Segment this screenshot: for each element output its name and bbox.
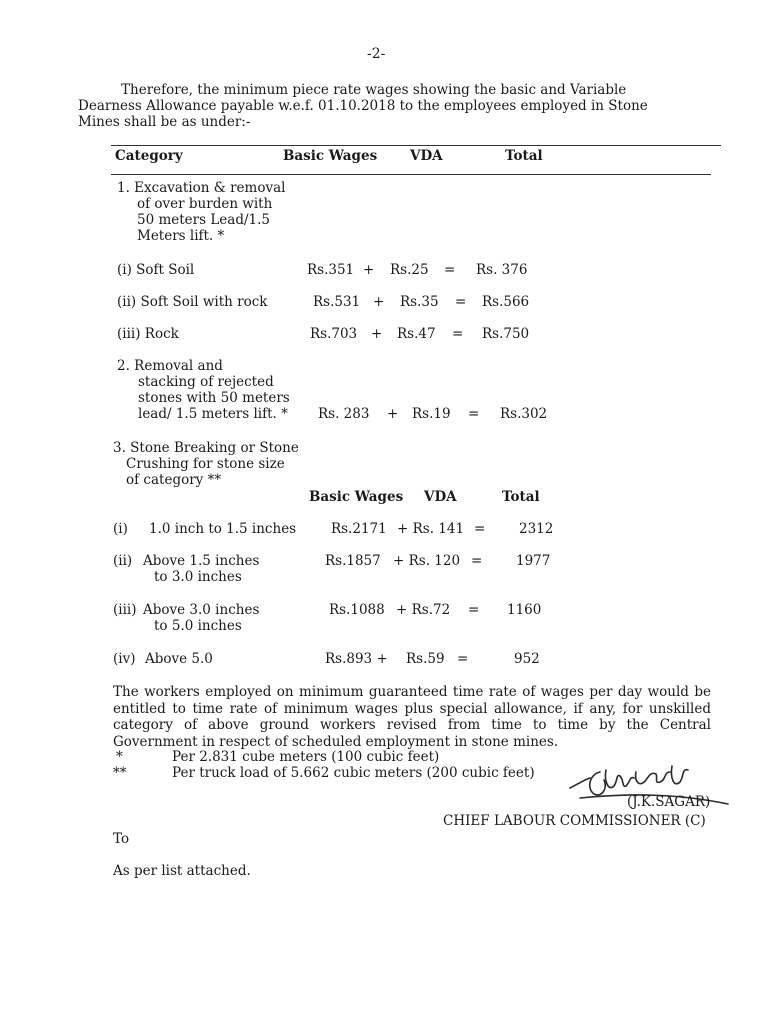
table-top-rule bbox=[111, 145, 721, 146]
row-number: (iii) bbox=[113, 602, 137, 618]
section2-line-1: 2. Removal and bbox=[117, 358, 223, 374]
table-row-label: Above 3.0 inches bbox=[143, 602, 260, 618]
footnote-text: Per truck load of 5.662 cubic meters (200 cubic feet) bbox=[172, 765, 535, 781]
table-row-label-2: to 3.0 inches bbox=[154, 569, 242, 585]
signatory-title: CHIEF LABOUR COMMISSIONER (C) bbox=[443, 813, 706, 829]
section1-line-2: of over burden with bbox=[137, 196, 273, 212]
section3-header-basic: Basic Wages bbox=[309, 489, 404, 505]
plus-sign: + bbox=[387, 406, 399, 422]
footnote-mark: * bbox=[116, 749, 123, 765]
section3-line-3: of category ** bbox=[126, 472, 222, 488]
intro-line-2: Dearness Allowance payable w.e.f. 01.10.2018 to the employees employed in Stone bbox=[78, 98, 648, 114]
vda-value: Rs.25 bbox=[390, 262, 429, 278]
total-value: Rs.566 bbox=[482, 294, 530, 310]
vda-value: Rs.47 bbox=[397, 326, 436, 342]
header-basic-wages: Basic Wages bbox=[283, 148, 378, 164]
plus-sign: + bbox=[373, 294, 385, 310]
section3-header-total: Total bbox=[502, 489, 540, 505]
section2-line-4: lead/ 1.5 meters lift. * bbox=[138, 406, 288, 422]
table-header-rule bbox=[111, 174, 711, 175]
vda-value: + Rs.72 bbox=[396, 602, 451, 618]
intro-line-3: Mines shall be as under:- bbox=[78, 114, 251, 130]
header-total: Total bbox=[505, 148, 543, 164]
row-number: (iv) bbox=[113, 651, 136, 667]
vda-value: + Rs. 141 bbox=[397, 521, 465, 537]
row-number: (ii) bbox=[113, 553, 133, 569]
vda-value: Rs.59 bbox=[406, 651, 445, 667]
section1-line-3: 50 meters Lead/1.5 bbox=[137, 212, 271, 228]
total-value: Rs.750 bbox=[482, 326, 530, 342]
equals-sign: = bbox=[457, 651, 469, 667]
total-value: 2312 bbox=[519, 521, 554, 537]
total-value: 1160 bbox=[507, 602, 542, 618]
section3-line-2: Crushing for stone size bbox=[126, 456, 285, 472]
table-row-label: Above 5.0 bbox=[145, 651, 213, 667]
table-row-label: (i) Soft Soil bbox=[117, 262, 195, 278]
row-number: (i) bbox=[113, 521, 128, 537]
total-value: Rs. 376 bbox=[476, 262, 528, 278]
header-vda: VDA bbox=[410, 148, 443, 164]
basic-value: Rs.351 bbox=[307, 262, 355, 278]
total-value: 952 bbox=[514, 651, 540, 667]
equals-sign: = bbox=[468, 602, 480, 618]
table-row-label: (ii) Soft Soil with rock bbox=[117, 294, 268, 310]
to-label: To bbox=[113, 831, 130, 847]
section1-line-1: 1. Excavation & removal bbox=[117, 180, 286, 196]
section2-line-2: stacking of rejected bbox=[138, 374, 274, 390]
section2-line-3: stones with 50 meters bbox=[138, 390, 290, 406]
footnote-mark: ** bbox=[113, 765, 127, 781]
section3-header-vda: VDA bbox=[424, 489, 457, 505]
table-row-label: 1.0 inch to 1.5 inches bbox=[149, 521, 297, 537]
equals-sign: = bbox=[455, 294, 467, 310]
total-value: Rs.302 bbox=[500, 406, 548, 422]
vda-value: + Rs. 120 bbox=[393, 553, 461, 569]
closing-paragraph: The workers employed on minimum guaranteed time rate of wages per day would be entitled to time rate of minimum wages plus special allowance, if any, for unskilled category of above ground workers revised from time to time by the Central Government in respect of scheduled employment in stone mines. bbox=[113, 684, 711, 750]
equals-sign: = bbox=[474, 521, 486, 537]
section3-line-1: 3. Stone Breaking or Stone bbox=[113, 440, 299, 456]
basic-value: Rs.531 bbox=[313, 294, 361, 310]
footnote-text: Per 2.831 cube meters (100 cubic feet) bbox=[172, 749, 440, 765]
basic-value: Rs.2171 bbox=[331, 521, 387, 537]
table-row-label: Above 1.5 inches bbox=[143, 553, 260, 569]
vda-value: Rs.19 bbox=[412, 406, 451, 422]
table-row-label: (iii) Rock bbox=[117, 326, 179, 342]
basic-value: Rs.1857 bbox=[325, 553, 381, 569]
basic-value: Rs. 283 bbox=[318, 406, 370, 422]
equals-sign: = bbox=[468, 406, 480, 422]
intro-line-1: Therefore, the minimum piece rate wages showing the basic and Variable bbox=[121, 82, 627, 98]
basic-value: Rs.703 bbox=[310, 326, 358, 342]
equals-sign: = bbox=[471, 553, 483, 569]
plus-sign: + bbox=[363, 262, 375, 278]
table-row-label-2: to 5.0 inches bbox=[154, 618, 242, 634]
equals-sign: = bbox=[444, 262, 456, 278]
basic-value: Rs.893 + bbox=[325, 651, 388, 667]
plus-sign: + bbox=[371, 326, 383, 342]
section1-line-4: Meters lift. * bbox=[137, 228, 225, 244]
page-number: -2- bbox=[367, 46, 386, 62]
vda-value: Rs.35 bbox=[400, 294, 439, 310]
total-value: 1977 bbox=[516, 553, 551, 569]
recipients: As per list attached. bbox=[113, 863, 251, 879]
equals-sign: = bbox=[452, 326, 464, 342]
signatory-name: (J.K.SAGAR) bbox=[627, 794, 711, 810]
header-category: Category bbox=[115, 148, 183, 164]
basic-value: Rs.1088 bbox=[329, 602, 385, 618]
